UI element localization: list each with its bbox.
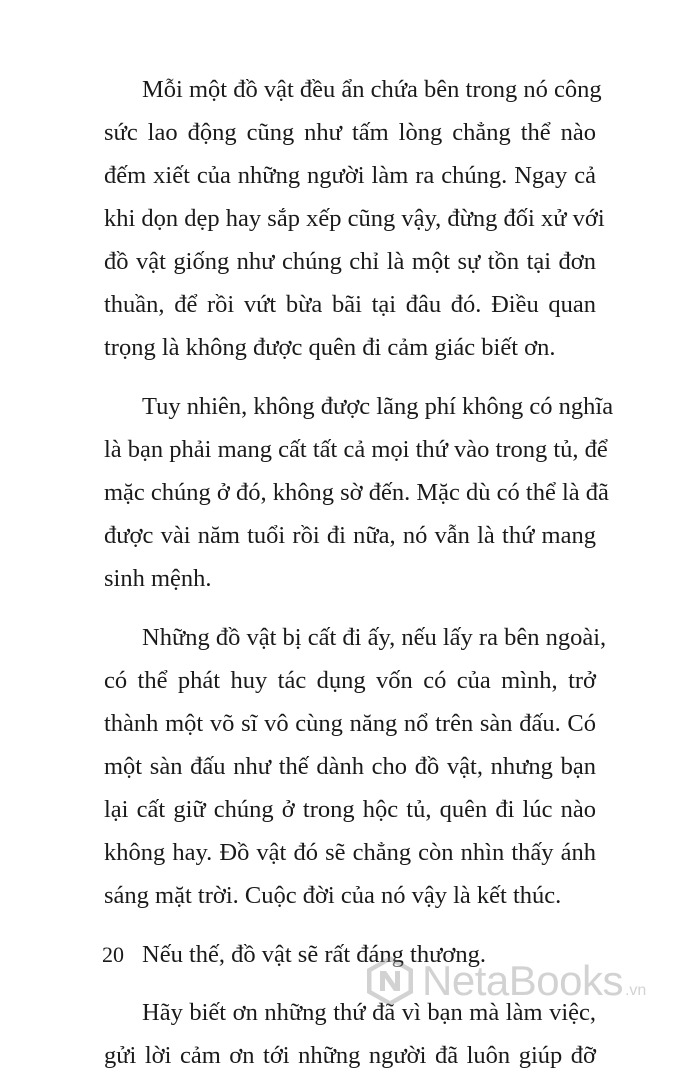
paragraph-2: [104, 385, 614, 600]
text-line: gửi lời cảm ơn tới những người đã luôn giúp đỡ: [104, 1042, 596, 1069]
text-line: Nếu thế, đồ vật sẽ rất đáng thương.: [142, 941, 486, 968]
text-line: một sàn đấu như thế dành cho đồ vật, nhưng bạn: [104, 753, 596, 780]
text-line: sáng mặt trời. Cuộc đời của nó vậy là kết thúc.: [104, 882, 562, 909]
text-line: có thể phát huy tác dụng vốn có của mình, trở: [104, 667, 596, 694]
text-line: Những đồ vật bị cất đi ấy, nếu lấy ra bên ngoài,: [142, 624, 607, 651]
text-line: đồ vật giống như chúng chỉ là một sự tồn tại đơn: [104, 248, 596, 275]
watermark-brand: NetaBooks: [422, 957, 623, 1004]
text-line: được vài năm tuổi rồi đi nữa, nó vẫn là thứ mang: [104, 522, 596, 549]
text-line: Hãy biết ơn những thứ đã vì bạn mà làm việc,: [142, 999, 596, 1026]
watermark: [362, 950, 646, 1012]
page-number: 20: [102, 942, 124, 967]
text-line: sinh mệnh.: [104, 565, 212, 592]
text-line: thuần, để rồi vứt bừa bãi tại đâu đó. Điều quan: [104, 291, 596, 318]
text-line: không hay. Đồ vật đó sẽ chẳng còn nhìn thấy ánh: [104, 839, 596, 866]
text-line: đếm xiết của những người làm ra chúng. Ngay cả: [104, 162, 596, 189]
text-line: trọng là không được quên đi cảm giác biết ơn.: [104, 334, 556, 361]
paragraph-3: [104, 616, 607, 917]
text-line: lại cất giữ chúng ở trong hộc tủ, quên đi lúc nào: [104, 796, 596, 823]
watermark-suffix: .vn: [624, 982, 647, 999]
netabooks-logo-icon: [362, 953, 418, 1009]
text-line: là bạn phải mang cất tất cả mọi thứ vào trong tủ, để: [104, 436, 608, 463]
body-text: [104, 68, 614, 1077]
text-line: mặc chúng ở đó, không sờ đến. Mặc dù có thể là đã: [104, 479, 609, 506]
text-line: thành một võ sĩ vô cùng năng nổ trên sàn đấu. Có: [104, 710, 596, 737]
paragraph-1: [104, 68, 605, 369]
text-line: Tuy nhiên, không được lãng phí không có nghĩa: [142, 393, 614, 420]
text-line: Mỗi một đồ vật đều ẩn chứa bên trong nó công: [142, 76, 602, 103]
text-line: sức lao động cũng như tấm lòng chẳng thể nào: [104, 119, 596, 146]
text-line: khi dọn dẹp hay sắp xếp cũng vậy, đừng đối xử với: [104, 205, 605, 232]
